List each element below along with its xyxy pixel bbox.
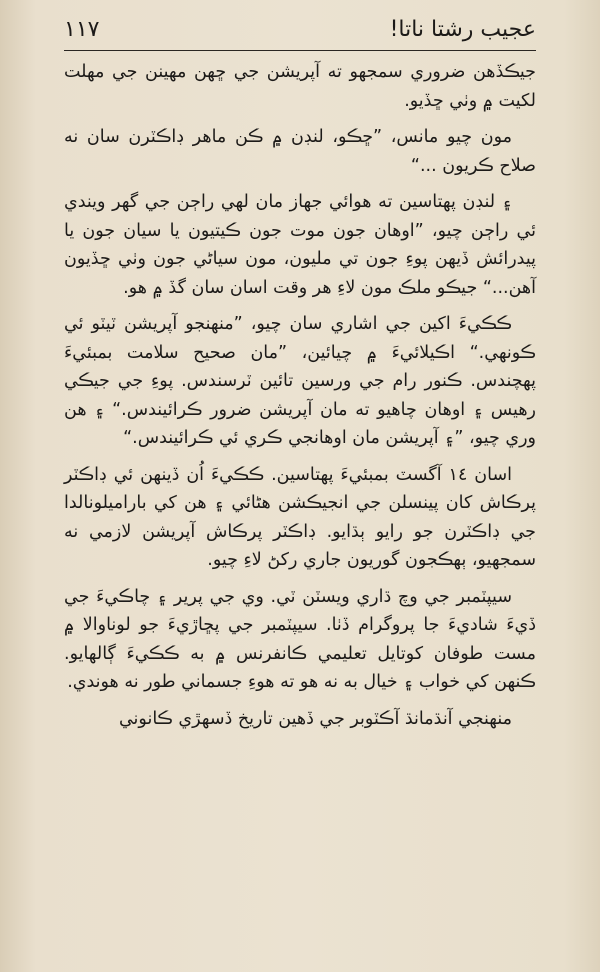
paragraph: مون چيو مانس، ”ڇڪو، لنڊن ۾ ڪن ماهر ڊاڪٽرن سان نه صلاح ڪريون ...“ <box>64 127 536 176</box>
page-number: ١١٧ <box>64 16 100 42</box>
paragraph: جيڪڏهن ضروري سمجهو ته آپريشن جي ڇهن مهينن جي مهلت لکيت ۾ وٺي ڇڏيو. <box>64 62 536 111</box>
paragraph: منهنجي آنڌمانڌ آڪٽوبر جي ڏهين تاريخ ڏسهڙي ڪانوني <box>118 708 512 729</box>
header-rule <box>64 50 536 51</box>
paragraph: ۽ لنڊن پهتاسين ته هوائي جهاز مان لهي راڄن جي گهر ويندي ئي راڄن چيو، ”اوهان جون موت جون ڪيتيون يا سيان جون يا پيدرائش ڏيهن پوءِ جون تي مليون، مون سياڻي جون وٺي ڇڏيون آهن...“ جيڪو ملڪ مون لاءِ هر وقت اسان سان گڏ ۾ هو. <box>64 192 536 298</box>
paragraph: سيپٽمبر جي وچ ڌاري ويسٽن ٽي. وي جي پرير ۽ چاڪيءَ جي ڏيءَ شاديءَ جا پروگرام ڏٺا. سيپٽمبر جي پڇاڙيءَ جو لوناوالا ۾ مست طوفان کوتايل تعليمي ڪانفرنس ۾ به ڪڪيءَ ڳالهايو. ڪنهن کي خواب ۽ خيال به نه هو ته هوءِ جسماني طور نه هوندي. <box>64 586 536 692</box>
running-title: عجيب رشتا ناتا! <box>389 16 536 42</box>
paragraph: اسان ١٤ آگسٽ بمبئيءَ پهتاسين. ڪڪيءَ اُن ڏينهن ئي ڊاڪٽر پرڪاش کان پينسلن جي انجيڪشن هڻائي ۽ هن کي باراميلونالدا جي ڊاڪٽرن جو رايو ٻڌايو. ڊاڪٽر پرڪاش آپريشن لازمي نه سمجهيو، ٻهڪجون گوريون جاري رکڻ لاءِ چيو. <box>64 464 536 570</box>
page-header <box>64 12 536 46</box>
page-body <box>64 58 536 733</box>
paragraph: ڪڪيءَ اکين جي اشاري سان چيو، ”منهنجو آپريشن ٽيٽو ئي ڪونهي.“ اڪيلائيءَ ۾ چيائين، ”مان صحيح سلامت بمبئيءَ پهچندس. ڪنور رام جي ورسين تائين ٽرسندس. پوءِ جي جيڪي رهيس ۽ اوهان چاهيو ته مان آپريشن ضرور ڪرائيندس.“ ۽ هن وري چيو، ”۽ آپريشن مان اوهانجي ڪري ئي ڪرائيندس.“ <box>64 314 536 448</box>
